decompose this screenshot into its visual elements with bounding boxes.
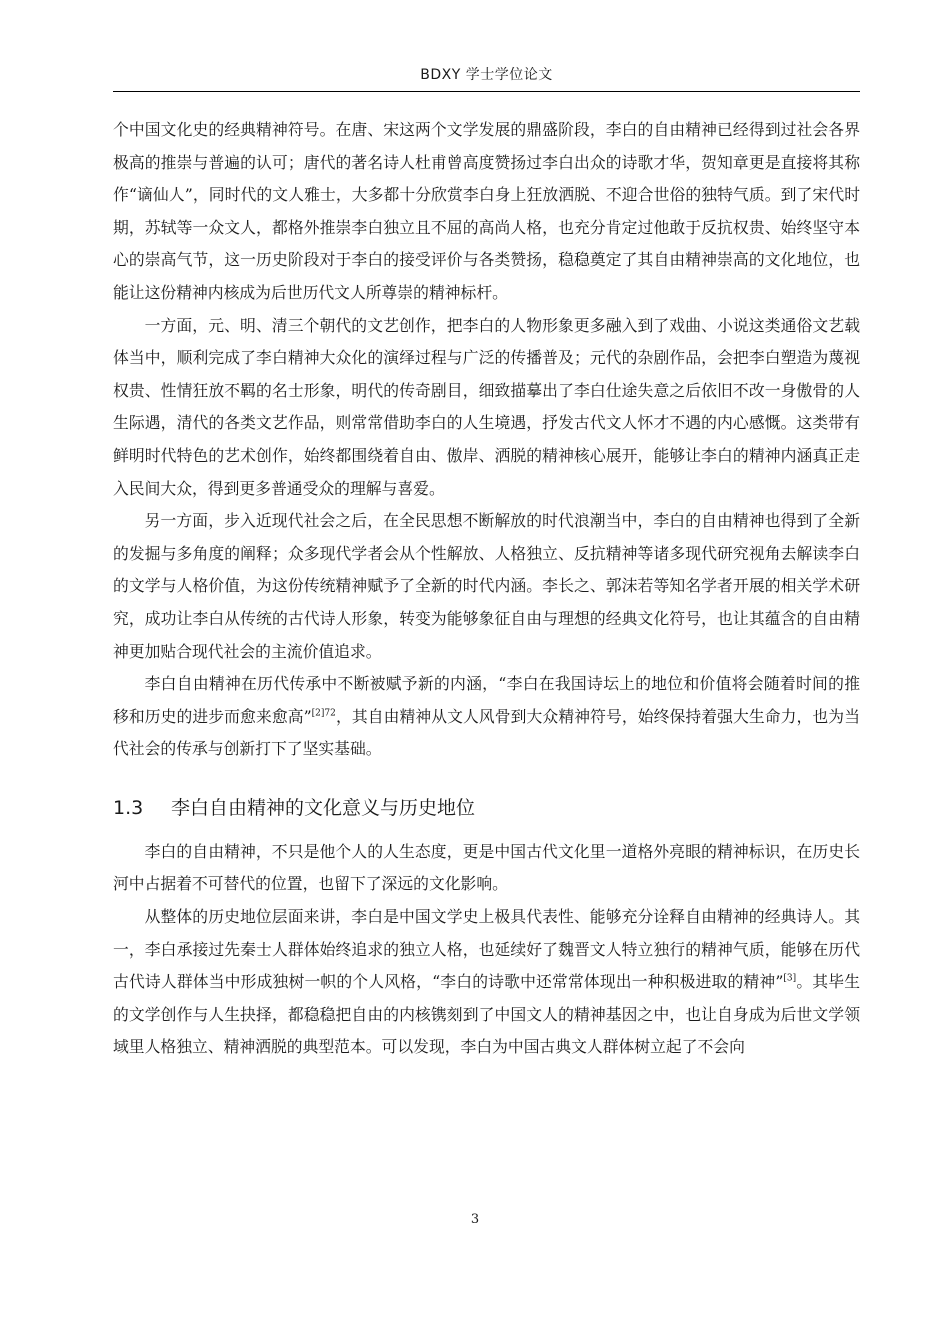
citation-marker: [2]72: [311, 708, 336, 719]
paragraph: 一方面，元、明、清三个朝代的文艺创作，把李白的人物形象更多融入到了戏曲、小说这类通俗文艺载体当中，顺利完成了李白精神大众化的演绎过程与广泛的传播普及；元代的杂剧作品，会把李白塑造为蔑视权贵、性情狂放不羁的名士形象，明代的传奇剧目，细致描摹出了李白仕途失意之后依旧不改一身傲骨的人生际遇，清代的各类文艺作品，则常常借助李白的人生境遇，抒发古代文人怀才不遇的内心感慨。这类带有鲜明时代特色的艺术创作，始终都围绕着自由、傲岸、洒脱的精神核心展开，能够让李白的精神内涵真正走入民间大众，得到更多普通受众的理解与喜爱。: [113, 315, 860, 498]
paragraph-text: 李白自由精神在历代传承中不断被赋予新的内涵，“李白在我国诗坛上的地位和价值将会随着时间的推移和历史的进步而愈来愈高”: [113, 674, 860, 726]
paragraph-text: 。其毕生的文学创作与人生抉择，都稳稳把自由的内核镌刻到了中国文人的精神基因之中，也让自身成为后世文学领域里人格独立、精神洒脱的典型范本。可以发现，李白为中国古典文人群体树立起了不会向: [113, 972, 860, 1057]
section-number: 1.3: [113, 796, 144, 819]
page-number: 3: [470, 1212, 480, 1227]
header-divider: [113, 91, 860, 92]
section-heading: [113, 792, 860, 824]
paragraph-continued: 个中国文化史的经典精神符号。在唐、宋这两个文学发展的鼎盛阶段，李白的自由精神已经得到过社会各界极高的推崇与普遍的认可；唐代的著名诗人杜甫曾高度赞扬过李白出众的诗歌才华，贺知章更是直接将其称作“谪仙人”，同时代的文人雅士，大多都十分欣赏李白身上狂放洒脱、不迎合世俗的独特气质。到了宋代时期，苏轼等一众文人，都格外推崇李白独立且不屈的高尚人格，也充分肯定过他敢于反抗权贵、始终坚守本心的崇高气节，这一历史阶段对于李白的接受评价与各类赞扬，稳稳奠定了其自由精神崇高的文化地位，也能让这份精神内核成为后世历代文人所尊崇的精神标杆。: [113, 120, 860, 302]
paragraph-text: ，其自由精神从文人风骨到大众精神符号，始终保持着强大生命力，也为当代社会的传承与创新打下了坚实基础。: [113, 706, 860, 759]
paragraph-with-citation: [113, 668, 860, 766]
section-title: 李白自由精神的文化意义与历史地位: [171, 796, 476, 819]
running-header: BDXY 学士学位论文: [420, 67, 553, 83]
body-text: [113, 114, 860, 1064]
paragraph: 另一方面，步入近现代社会之后，在全民思想不断解放的时代浪潮当中，李白的自由精神也得到了全新的发掘与多角度的阐释；众多现代学者会从个性解放、人格独立、反抗精神等诸多现代研究视角去解读李白的文学与人格价值，为这份传统精神赋予了全新的时代内涵。李长之、郭沫若等知名学者开展的相关学术研究，成功让李白从传统的古代诗人形象，转变为能够象征自由与理想的经典文化符号，也让其蕴含的自由精神更加贴合现代社会的主流价值追求。: [113, 511, 860, 661]
citation-marker: [3]: [783, 973, 797, 984]
paragraph: 李白的自由精神，不只是他个人的人生态度，更是中国古代文化里一道格外亮眼的精神标识，在历史长河中占据着不可替代的位置，也留下了深远的文化影响。: [113, 841, 860, 894]
paragraph-text: 从整体的历史地位层面来讲，李白是中国文学史上极具代表性、能够充分诠释自由精神的经典诗人。其一，李白承接过先秦士人群体始终追求的独立人格，也延续好了魏晋文人特立独行的精神气质，能够在历代古代诗人群体当中形成独树一帜的个人风格，“李白的诗歌中还常常体现出一种积极进取的精神”: [113, 907, 860, 992]
paragraph-with-citation: [113, 901, 860, 1064]
